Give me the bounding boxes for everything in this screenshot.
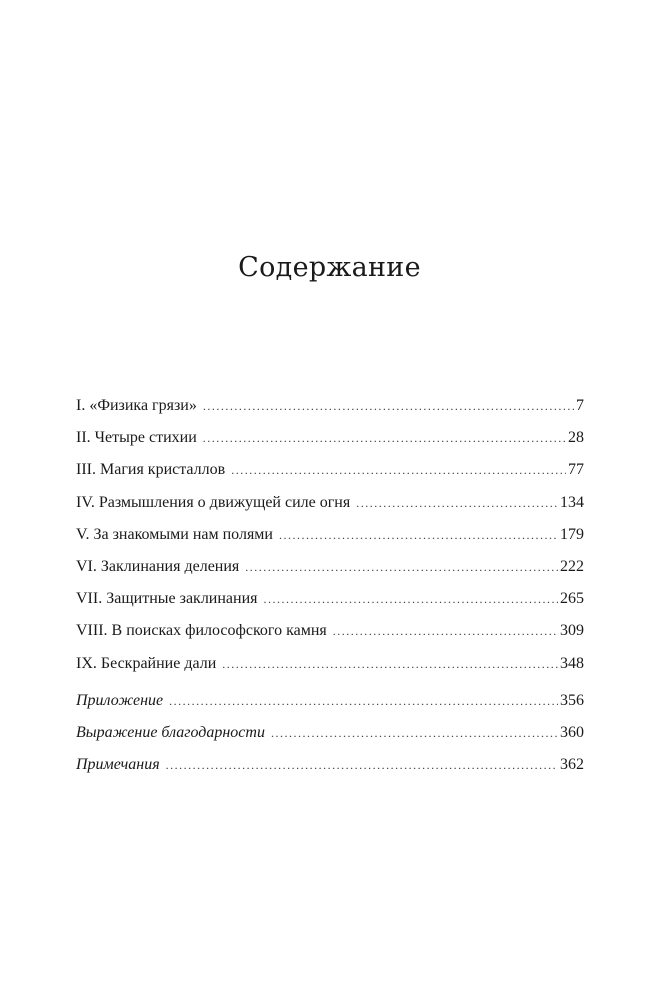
toc-entry-chapter-5[interactable]: [76, 527, 584, 559]
toc-page-number: 265: [560, 590, 584, 608]
toc-entry-title: Приложение: [76, 691, 164, 709]
toc-page-number: 222: [560, 557, 584, 575]
table-of-contents: [76, 398, 584, 789]
toc-page-number: 77: [568, 461, 584, 479]
toc-page-number: 28: [568, 429, 584, 447]
page-title: Содержание: [238, 252, 421, 283]
toc-entry-chapter-4[interactable]: [76, 495, 584, 527]
toc-entry-chapter-6[interactable]: [76, 559, 584, 591]
toc-entry-chapter-2[interactable]: [76, 430, 584, 462]
toc-entry-title: IX. Бескрайние дали: [76, 654, 217, 672]
toc-entry-chapter-1[interactable]: [76, 398, 584, 430]
toc-entry-chapter-8[interactable]: [76, 623, 584, 655]
dot-leader: [203, 400, 574, 412]
toc-entry-notes[interactable]: [76, 757, 584, 789]
toc-entry-title: VI. Заклинания деления: [76, 557, 240, 575]
toc-page-number: 179: [560, 525, 584, 543]
toc-entry-title: VIII. В поисках философского камня: [76, 622, 327, 640]
dot-leader: [166, 759, 558, 771]
toc-entry-appendix[interactable]: [76, 693, 584, 725]
dot-leader: [279, 529, 558, 541]
toc-entry-title: III. Магия кристаллов: [76, 461, 226, 479]
dot-leader: [231, 464, 566, 476]
toc-entry-title: Выражение благодарности: [76, 723, 265, 741]
toc-entry-chapter-9[interactable]: [76, 656, 584, 688]
toc-entry-title: I. «Физика грязи»: [76, 397, 197, 414]
toc-page-number: 134: [560, 493, 584, 511]
toc-page-number: 356: [560, 691, 584, 709]
toc-page-number: 360: [560, 723, 584, 741]
toc-page-number: 362: [560, 756, 584, 774]
toc-entry-title: V. За знакомыми нам полями: [76, 525, 273, 543]
dot-leader: [169, 695, 558, 707]
toc-entry-acknowledgements[interactable]: [76, 725, 584, 757]
dot-leader: [271, 727, 558, 739]
toc-entry-chapter-7[interactable]: [76, 591, 584, 623]
dot-leader: [356, 497, 558, 509]
toc-entry-title: IV. Размышления о движущей силе огня: [76, 493, 351, 511]
dot-leader: [245, 561, 558, 573]
toc-entry-title: II. Четыре стихии: [76, 429, 197, 447]
toc-page-number: 7: [576, 397, 584, 414]
toc-entry-chapter-3[interactable]: [76, 462, 584, 494]
dot-leader: [264, 593, 558, 605]
toc-entry-title: Примечания: [76, 756, 160, 774]
toc-page-number: 348: [560, 654, 584, 672]
dot-leader: [203, 432, 566, 444]
toc-page-number: 309: [560, 622, 584, 640]
dot-leader: [333, 625, 558, 637]
toc-entry-title: VII. Защитные заклинания: [76, 590, 258, 608]
dot-leader: [222, 658, 558, 670]
